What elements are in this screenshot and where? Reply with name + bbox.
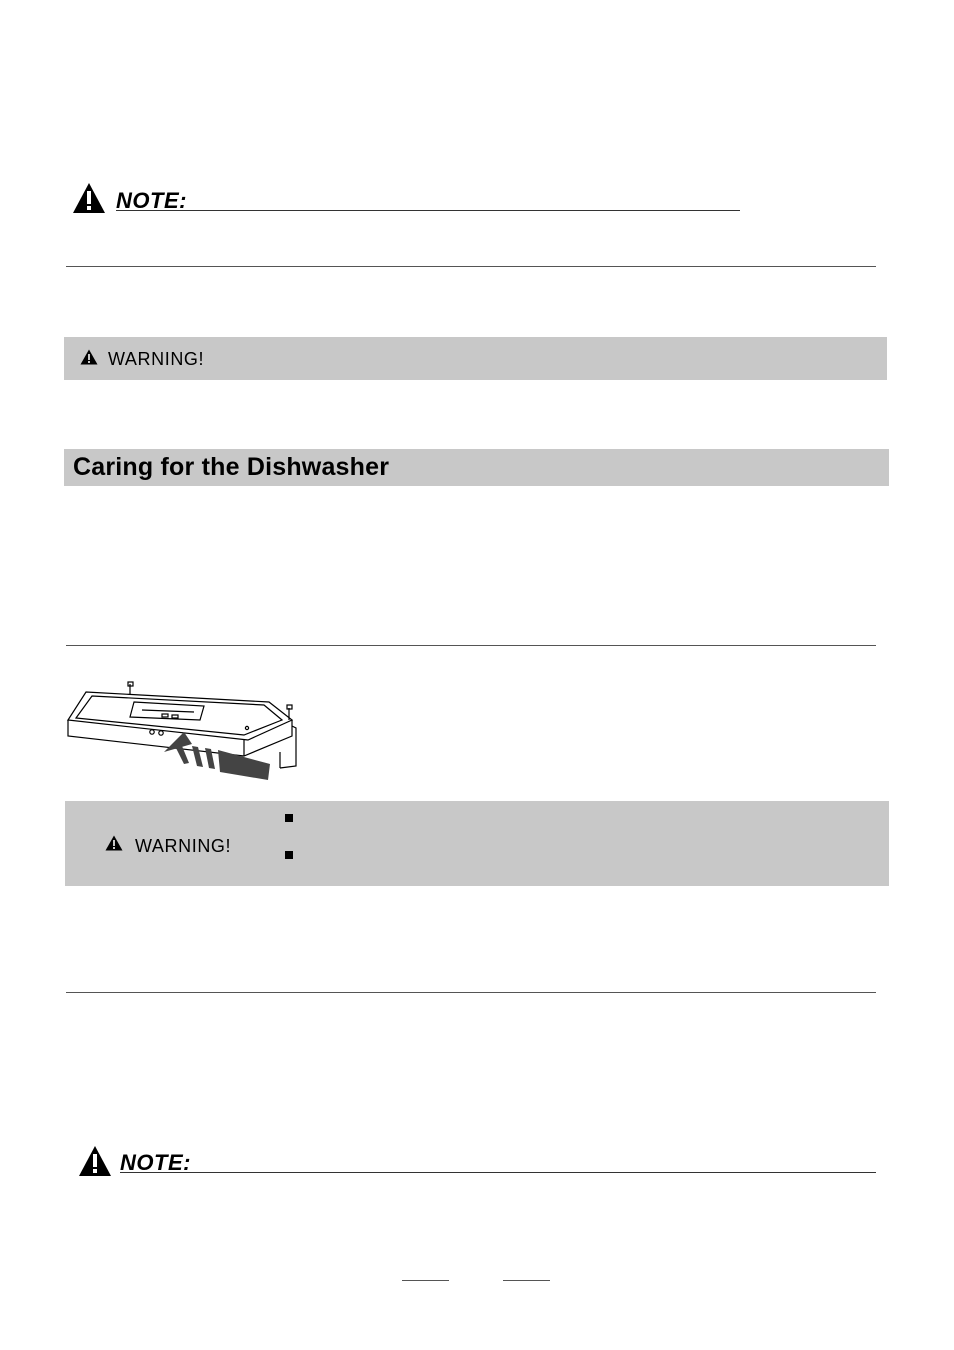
square-bullet-icon — [285, 851, 293, 859]
warning-band — [65, 801, 889, 886]
dishwasher-door-illustration — [64, 680, 300, 786]
note-underline — [116, 210, 740, 211]
footer-blank-line — [503, 1280, 550, 1281]
note-label: NOTE: — [120, 1150, 191, 1175]
note-underline — [120, 1172, 876, 1173]
warning-triangle-icon — [80, 349, 98, 365]
square-bullet-icon — [285, 814, 293, 822]
section-title: Caring for the Dishwasher — [73, 453, 390, 481]
warning-triangle-icon — [78, 1145, 112, 1177]
warning-label: WARNING! — [108, 349, 205, 369]
note-block-bottom — [78, 1145, 878, 1179]
warning-band — [64, 337, 887, 380]
section-heading-band — [64, 449, 889, 486]
note-label: NOTE: — [116, 188, 187, 213]
warning-label: WARNING! — [135, 836, 232, 856]
divider — [66, 992, 876, 993]
divider — [66, 266, 876, 267]
footer-blank-line — [402, 1280, 449, 1281]
divider — [66, 645, 876, 646]
warning-triangle-icon — [105, 835, 123, 851]
note-block-top — [72, 182, 742, 216]
warning-triangle-icon — [72, 182, 106, 214]
